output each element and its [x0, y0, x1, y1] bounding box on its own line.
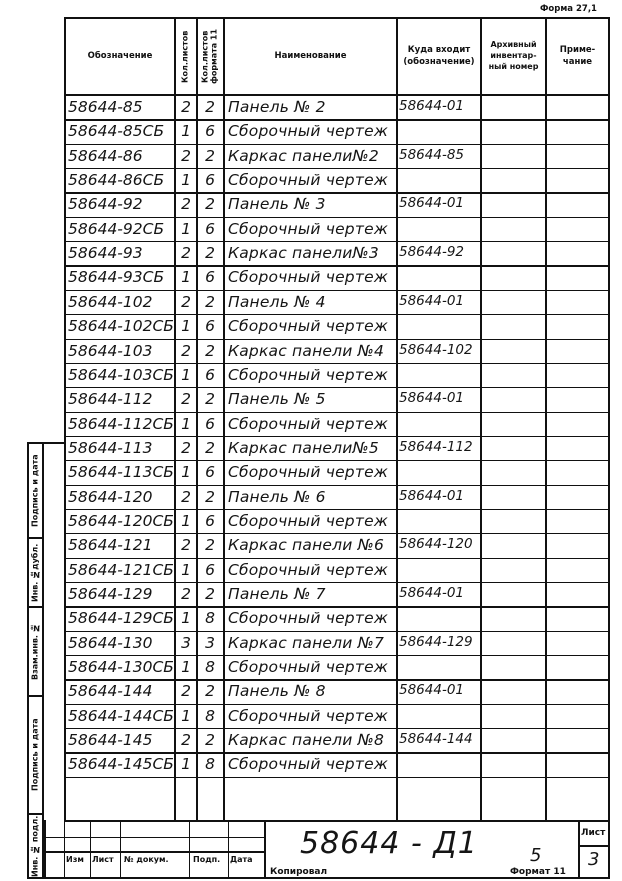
where-used-cell: [398, 755, 481, 776]
where-used-cell: [398, 415, 481, 436]
header-archive-number: Архивный инвентар- ный номер: [488, 40, 539, 71]
designation-cell: 58644-102СБ: [68, 317, 174, 336]
format11-cell: 8: [205, 755, 215, 774]
sheets-cell: 1: [181, 560, 191, 579]
format11-cell: 2: [205, 341, 215, 360]
name-cell: Сборочный чертеж: [228, 122, 388, 141]
designation-cell: 58644-144СБ: [68, 706, 174, 725]
sheets-cell: 1: [181, 511, 191, 530]
designation-cell: 58644-85СБ: [68, 122, 165, 141]
name-cell: Каркас панели№3: [228, 244, 379, 263]
where-used-cell: 58644-144: [399, 731, 473, 748]
designation-cell: 58644-130: [68, 633, 153, 652]
format11-cell: 6: [205, 463, 215, 482]
side-label-dup-inv: Инв. №дубл.: [30, 543, 40, 602]
header-where-used: Куда входит (обозначение): [403, 45, 475, 67]
format11-cell: 6: [205, 511, 215, 530]
name-cell: Каркас панели №6: [228, 536, 385, 555]
format11-cell: 2: [205, 98, 215, 116]
header-sheets-format11: Кол.листов формата 11: [200, 28, 219, 85]
sheets-cell: 1: [181, 414, 191, 433]
sheets-cell: 1: [181, 658, 191, 677]
name-cell: Панель № 8: [228, 682, 326, 701]
format11-cell: 6: [205, 268, 215, 287]
designation-cell: 58644-120СБ: [68, 511, 174, 530]
name-cell: Каркас панели№2: [228, 146, 379, 165]
stamp-col-date: Дата: [230, 855, 253, 864]
name-cell: Сборочный чертеж: [228, 609, 388, 628]
stamp-col-change: Изм: [66, 855, 84, 864]
form-label: Форма 27,1: [540, 4, 597, 14]
where-used-cell: 58644-01: [399, 487, 464, 504]
designation-cell: 58644-145СБ: [68, 755, 174, 774]
sheets-cell: 2: [181, 585, 191, 603]
format11-cell: 2: [205, 585, 215, 603]
designation-cell: 58644-103: [68, 341, 153, 360]
sheets-cell: 2: [181, 292, 191, 311]
sheets-cell: 1: [181, 463, 191, 482]
sheets-cell: 1: [181, 122, 191, 141]
designation-cell: 58644-93СБ: [68, 268, 165, 287]
name-cell: Панель № 7: [228, 585, 326, 603]
format11-cell: 8: [205, 706, 215, 725]
format11-cell: 2: [205, 244, 215, 263]
name-cell: Панель № 6: [228, 487, 326, 506]
format-label: Формат 11: [510, 867, 566, 877]
sheets-cell: 1: [181, 219, 191, 238]
name-cell: Сборочный чертеж: [228, 365, 388, 384]
name-cell: Сборочный чертеж: [228, 706, 388, 725]
where-used-cell: 58644-120: [399, 536, 473, 553]
name-cell: Сборочный чертеж: [228, 463, 388, 482]
sheets-cell: 2: [181, 536, 191, 555]
sheets-cell: 1: [181, 755, 191, 774]
name-cell: Сборочный чертеж: [228, 511, 388, 530]
format11-cell: 2: [205, 731, 215, 750]
where-used-cell: [398, 366, 481, 387]
sheets-cell: 2: [181, 244, 191, 263]
name-cell: Каркас панели№5: [228, 438, 379, 457]
where-used-cell: [398, 268, 481, 289]
where-used-cell: 58644-112: [399, 438, 473, 455]
where-used-cell: [398, 609, 481, 630]
designation-cell: 58644-103СБ: [68, 365, 174, 384]
where-used-cell: [398, 463, 481, 484]
format11-cell: 2: [205, 682, 215, 701]
format11-cell: 2: [205, 292, 215, 311]
where-used-cell: [398, 122, 481, 143]
sheets-cell: 2: [181, 390, 191, 409]
designation-cell: 58644-121: [68, 536, 153, 555]
format11-cell: 2: [205, 536, 215, 555]
where-used-cell: 58644-01: [399, 98, 464, 114]
sheets-cell: 2: [181, 98, 191, 116]
format11-cell: 6: [205, 317, 215, 336]
name-cell: Панель № 5: [228, 390, 326, 409]
designation-cell: 58644-145: [68, 731, 153, 750]
where-used-cell: [398, 512, 481, 533]
format11-cell: 6: [205, 171, 215, 190]
where-used-cell: 58644-102: [399, 341, 473, 358]
designation-cell: 58644-129: [68, 585, 153, 603]
copied-label: Копировал: [270, 867, 328, 877]
sheets-cell: 2: [181, 731, 191, 750]
where-used-cell: 58644-85: [399, 146, 464, 163]
where-used-cell: [398, 658, 481, 679]
name-cell: Панель № 3: [228, 195, 326, 214]
format11-cell: 3: [205, 633, 215, 652]
format11-cell: 6: [205, 219, 215, 238]
header-note: Приме- чание: [559, 45, 596, 67]
designation-cell: 58644-120: [68, 487, 153, 506]
designation-cell: 58644-113: [68, 438, 153, 457]
sheet-label: Лист: [581, 828, 606, 838]
name-cell: Сборочный чертеж: [228, 560, 388, 579]
sheets-cell: 2: [181, 146, 191, 165]
sheets-cell: 1: [181, 706, 191, 725]
stamp-col-sign: Подп.: [193, 855, 221, 864]
designation-cell: 58644-102: [68, 292, 153, 311]
sheets-cell: 2: [181, 341, 191, 360]
where-used-cell: [398, 561, 481, 582]
sheets-cell: 1: [181, 609, 191, 628]
where-used-cell: 58644-01: [399, 390, 464, 407]
format11-cell: 2: [205, 195, 215, 214]
designation-cell: 58644-86: [68, 146, 143, 165]
sheets-cell: 2: [181, 195, 191, 214]
designation-cell: 58644-130СБ: [68, 658, 174, 677]
where-used-cell: 58644-01: [399, 585, 464, 601]
designation-cell: 58644-112СБ: [68, 414, 174, 433]
sheets-cell: 3: [181, 633, 191, 652]
name-cell: Сборочный чертеж: [228, 658, 388, 677]
designation-cell: 58644-112: [68, 390, 153, 409]
designation-cell: 58644-92: [68, 195, 143, 214]
where-used-cell: [398, 317, 481, 338]
format11-cell: 2: [205, 438, 215, 457]
where-used-cell: 58644-129: [399, 633, 473, 650]
stamp-col-sheet: Лист: [92, 855, 114, 864]
name-cell: Сборочный чертеж: [228, 219, 388, 238]
format11-cell: 2: [205, 487, 215, 506]
designation-cell: 58644-86СБ: [68, 171, 165, 190]
where-used-cell: 58644-92: [399, 244, 464, 261]
header-designation: Обозначение: [87, 50, 153, 61]
sheets-cell: 1: [181, 317, 191, 336]
name-cell: Каркас панели №4: [228, 341, 385, 360]
sheet-number: 3: [588, 849, 600, 870]
sheets-cell: 1: [181, 268, 191, 287]
side-label-sign-date-2: Подпись и дата: [30, 718, 40, 792]
designation-cell: 58644-93: [68, 244, 143, 263]
name-cell: Сборочный чертеж: [228, 414, 388, 433]
format11-cell: 6: [205, 414, 215, 433]
stamp-col-doc-no: № докум.: [124, 855, 169, 864]
name-cell: Каркас панели №7: [228, 633, 385, 652]
where-used-cell: [398, 220, 481, 241]
name-cell: Панель № 4: [228, 292, 326, 311]
sheets-cell: 2: [181, 487, 191, 506]
format11-cell: 6: [205, 365, 215, 384]
designation-cell: 58644-92СБ: [68, 219, 165, 238]
format11-cell: 8: [205, 658, 215, 677]
side-label-sign-date-1: Подпись и дата: [30, 454, 40, 527]
name-cell: Каркас панели №8: [228, 731, 385, 750]
format11-cell: 8: [205, 609, 215, 628]
name-cell: Панель № 2: [228, 98, 326, 116]
sheets-cell: 1: [181, 365, 191, 384]
where-used-cell: 58644-01: [399, 682, 464, 699]
name-cell: Сборочный чертеж: [228, 171, 388, 190]
document-code: 58644 - Д1: [300, 826, 478, 861]
side-label-replace-inv: Взам.инв. №: [30, 623, 40, 680]
side-label-original-inv: Инв. № подл.: [30, 815, 40, 877]
name-cell: Сборочный чертеж: [228, 755, 388, 774]
where-used-cell: [398, 707, 481, 728]
sheets-cell: 1: [181, 171, 191, 190]
sheets-cell: 2: [181, 682, 191, 701]
designation-cell: 58644-85: [68, 98, 143, 116]
sheets-cell: 2: [181, 438, 191, 457]
where-used-cell: 58644-01: [399, 292, 464, 309]
designation-cell: 58644-113СБ: [68, 463, 174, 482]
designation-cell: 58644-121СБ: [68, 560, 174, 579]
format11-cell: 2: [205, 146, 215, 165]
name-cell: Сборочный чертеж: [228, 317, 388, 336]
name-cell: Сборочный чертеж: [228, 268, 388, 287]
small-mark: 5: [530, 845, 542, 866]
format11-cell: 2: [205, 390, 215, 409]
designation-cell: 58644-144: [68, 682, 153, 701]
designation-cell: 58644-129СБ: [68, 609, 174, 628]
where-used-cell: 58644-01: [399, 195, 464, 212]
format11-cell: 6: [205, 560, 215, 579]
header-sheets-count: Кол.листов: [180, 30, 190, 83]
header-name: Наименование: [274, 50, 347, 61]
where-used-cell: [398, 171, 481, 192]
format11-cell: 6: [205, 122, 215, 141]
